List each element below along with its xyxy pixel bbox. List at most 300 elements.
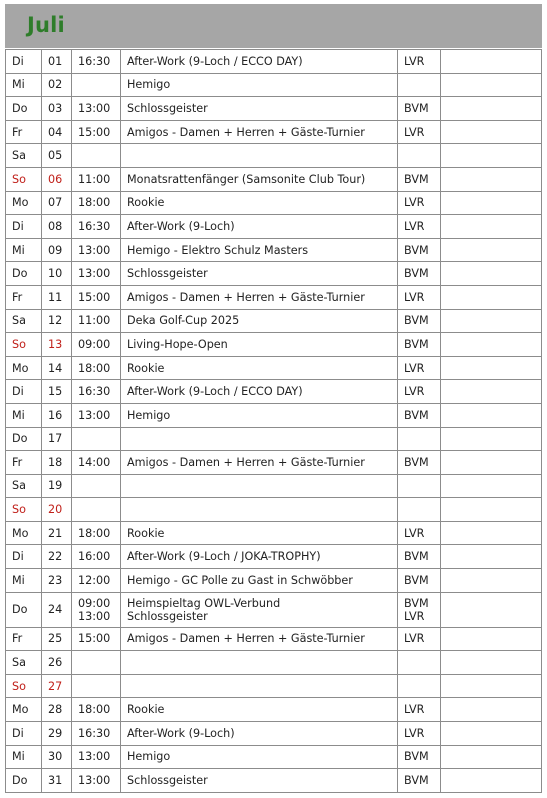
location-cell: [398, 745, 441, 769]
weekday-cell-text: So: [12, 679, 26, 693]
time-cell: [72, 167, 121, 191]
weekday-cell-text: So: [12, 172, 26, 186]
weekday-cell: [6, 144, 42, 168]
time-cell: [72, 403, 121, 427]
calendar-row: [6, 380, 542, 404]
event-cell-text: Amigos - Damen + Herren + Gäste-Turnier: [127, 290, 365, 304]
calendar-row: [6, 50, 542, 74]
time-cell: [72, 592, 121, 627]
event-cell: [121, 380, 398, 404]
location-cell: [398, 545, 441, 569]
time-cell-text: 16:00: [78, 550, 111, 564]
event-cell-text: Schlossgeister: [127, 774, 208, 788]
event-cell: [121, 120, 398, 144]
date-cell-text: 13: [48, 337, 63, 351]
weekday-cell-text: Sa: [12, 314, 26, 328]
notes-cell: [441, 569, 542, 593]
date-cell: [42, 97, 72, 121]
location-cell-text: BVM: [404, 774, 429, 788]
time-cell-text: 14:00: [78, 455, 111, 469]
weekday-cell: [6, 769, 42, 793]
weekday-cell: [6, 97, 42, 121]
weekday-cell: [6, 545, 42, 569]
time-cell: [72, 262, 121, 286]
date-cell-text: 03: [48, 101, 63, 115]
weekday-cell-text: Di: [12, 385, 24, 399]
date-cell-text: 16: [48, 408, 63, 422]
event-cell-text: After-Work (9-Loch): [127, 219, 235, 233]
time-cell: [72, 50, 121, 74]
time-cell-text: 18:00: [78, 196, 111, 210]
time-cell: [72, 97, 121, 121]
location-cell: [398, 722, 441, 746]
weekday-cell: [6, 427, 42, 451]
location-cell-text: LVR: [404, 385, 425, 399]
time-cell-text: 18:00: [78, 361, 111, 375]
calendar-row: [6, 674, 542, 698]
calendar-row: [6, 722, 542, 746]
calendar-row: [6, 167, 542, 191]
date-cell-text: 11: [48, 290, 63, 304]
date-cell-text: 08: [48, 219, 63, 233]
location-cell: [398, 698, 441, 722]
time-cell-text: 18:00: [78, 526, 111, 540]
date-cell-text: 17: [48, 432, 63, 446]
weekday-cell-text: Fr: [12, 290, 23, 304]
date-cell: [42, 498, 72, 522]
notes-cell: [441, 651, 542, 675]
time-cell-text: 13:00: [78, 609, 111, 623]
notes-cell: [441, 144, 542, 168]
date-cell: [42, 285, 72, 309]
location-cell-text: LVR: [404, 54, 425, 68]
date-cell: [42, 50, 72, 74]
calendar-row: [6, 498, 542, 522]
event-cell: [121, 50, 398, 74]
weekday-cell-text: Di: [12, 550, 24, 564]
time-cell: [72, 144, 121, 168]
weekday-cell-text: Do: [12, 774, 28, 788]
location-cell-text: BVM: [404, 596, 429, 610]
notes-cell: [441, 745, 542, 769]
location-cell: [398, 569, 441, 593]
time-cell: [72, 769, 121, 793]
event-cell: [121, 238, 398, 262]
time-cell: [72, 569, 121, 593]
weekday-cell: [6, 627, 42, 651]
date-cell: [42, 427, 72, 451]
event-cell: [121, 745, 398, 769]
weekday-cell-text: Mi: [12, 573, 25, 587]
location-cell: [398, 403, 441, 427]
weekday-cell-text: Mi: [12, 750, 25, 764]
notes-cell: [441, 545, 542, 569]
calendar-row: [6, 627, 542, 651]
date-cell: [42, 403, 72, 427]
time-cell-text: 15:00: [78, 290, 111, 304]
location-cell: [398, 627, 441, 651]
weekday-cell-text: Do: [12, 267, 28, 281]
notes-cell: [441, 674, 542, 698]
time-cell: [72, 745, 121, 769]
notes-cell: [441, 262, 542, 286]
weekday-cell-text: Mi: [12, 408, 25, 422]
event-cell-text: Heimspieltag OWL-Verbund: [127, 596, 281, 610]
date-cell: [42, 380, 72, 404]
time-cell-text: 18:00: [78, 703, 111, 717]
event-cell-text: Amigos - Damen + Herren + Gäste-Turnier: [127, 455, 365, 469]
event-cell: [121, 722, 398, 746]
event-cell-text: Schlossgeister: [127, 267, 208, 281]
location-cell-text: BVM: [404, 550, 429, 564]
date-cell-text: 04: [48, 125, 63, 139]
date-cell: [42, 722, 72, 746]
event-cell: [121, 627, 398, 651]
location-cell: [398, 144, 441, 168]
time-cell-text: 15:00: [78, 632, 111, 646]
event-cell-text: Hemigo - GC Polle zu Gast in Schwöbber: [127, 573, 353, 587]
time-cell-text: 09:00: [78, 337, 111, 351]
notes-cell: [441, 380, 542, 404]
weekday-cell-text: Sa: [12, 479, 26, 493]
notes-cell: [441, 498, 542, 522]
event-cell-text: Rookie: [127, 703, 165, 717]
time-cell: [72, 722, 121, 746]
notes-cell: [441, 167, 542, 191]
location-cell-text: LVR: [404, 219, 425, 233]
date-cell: [42, 651, 72, 675]
location-cell: [398, 120, 441, 144]
location-cell: [398, 521, 441, 545]
calendar-row: [6, 285, 542, 309]
calendar-row: [6, 97, 542, 121]
weekday-cell-text: Fr: [12, 455, 23, 469]
date-cell: [42, 191, 72, 215]
weekday-cell: [6, 50, 42, 74]
time-cell: [72, 73, 121, 97]
date-cell-text: 06: [48, 172, 63, 186]
weekday-cell-text: So: [12, 503, 26, 517]
location-cell: [398, 167, 441, 191]
event-cell-text: After-Work (9-Loch / ECCO DAY): [127, 385, 303, 399]
time-cell: [72, 674, 121, 698]
weekday-cell: [6, 674, 42, 698]
weekday-cell: [6, 333, 42, 357]
notes-cell: [441, 333, 542, 357]
event-cell-text: After-Work (9-Loch / ECCO DAY): [127, 54, 303, 68]
event-cell-text: Hemigo: [127, 78, 171, 92]
location-cell-text: LVR: [404, 726, 425, 740]
date-cell-text: 29: [48, 726, 63, 740]
date-cell: [42, 627, 72, 651]
date-cell-text: 07: [48, 196, 63, 210]
time-cell-text: 13:00: [78, 750, 111, 764]
location-cell-text: BVM: [404, 243, 429, 257]
calendar-row: [6, 73, 542, 97]
event-cell: [121, 769, 398, 793]
weekday-cell: [6, 698, 42, 722]
event-cell: [121, 356, 398, 380]
event-cell-text: Schlossgeister: [127, 609, 208, 623]
calendar-row: [6, 651, 542, 675]
notes-cell: [441, 215, 542, 239]
event-cell: [121, 309, 398, 333]
date-cell-text: 23: [48, 573, 63, 587]
notes-cell: [441, 309, 542, 333]
calendar-row: [6, 333, 542, 357]
time-cell-text: 13:00: [78, 408, 111, 422]
event-calendar-table: [5, 49, 542, 793]
weekday-cell: [6, 722, 42, 746]
event-cell: [121, 97, 398, 121]
notes-cell: [441, 238, 542, 262]
event-cell-text: Living-Hope-Open: [127, 337, 228, 351]
weekday-cell-text: Mi: [12, 78, 25, 92]
weekday-cell-text: Di: [12, 219, 24, 233]
month-title: Juli: [27, 13, 65, 37]
notes-cell: [441, 698, 542, 722]
location-cell-text: BVM: [404, 101, 429, 115]
time-cell: [72, 698, 121, 722]
date-cell-text: 09: [48, 243, 63, 257]
month-header: [5, 4, 542, 48]
location-cell: [398, 285, 441, 309]
location-cell: [398, 309, 441, 333]
date-cell-text: 19: [48, 479, 63, 493]
weekday-cell-text: So: [12, 337, 26, 351]
date-cell-text: 15: [48, 385, 63, 399]
date-cell-text: 28: [48, 703, 63, 717]
calendar-row: [6, 474, 542, 498]
calendar-row: [6, 144, 542, 168]
location-cell-text: BVM: [404, 573, 429, 587]
location-cell: [398, 451, 441, 475]
date-cell: [42, 474, 72, 498]
weekday-cell: [6, 380, 42, 404]
time-cell-text: 11:00: [78, 314, 111, 328]
date-cell: [42, 674, 72, 698]
date-cell-text: 27: [48, 679, 63, 693]
event-cell-text: Monatsrattenfänger (Samsonite Club Tour): [127, 172, 366, 186]
date-cell: [42, 745, 72, 769]
calendar-row: [6, 403, 542, 427]
date-cell: [42, 451, 72, 475]
location-cell-text: LVR: [404, 361, 425, 375]
time-cell-text: 13:00: [78, 101, 111, 115]
location-cell: [398, 191, 441, 215]
date-cell: [42, 569, 72, 593]
location-cell-text: LVR: [404, 125, 425, 139]
calendar-row: [6, 215, 542, 239]
location-cell-text: BVM: [404, 172, 429, 186]
notes-cell: [441, 451, 542, 475]
calendar-row: [6, 191, 542, 215]
event-cell-text: Schlossgeister: [127, 101, 208, 115]
date-cell-text: 14: [48, 361, 63, 375]
weekday-cell-text: Mo: [12, 361, 29, 375]
event-cell-text: Amigos - Damen + Herren + Gäste-Turnier: [127, 125, 365, 139]
time-cell: [72, 285, 121, 309]
event-cell: [121, 521, 398, 545]
date-cell-text: 12: [48, 314, 63, 328]
time-cell-text: 13:00: [78, 774, 111, 788]
event-cell: [121, 73, 398, 97]
event-cell: [121, 474, 398, 498]
location-cell-text: LVR: [404, 526, 425, 540]
weekday-cell: [6, 651, 42, 675]
weekday-cell: [6, 73, 42, 97]
event-cell-text: Hemigo: [127, 408, 171, 422]
date-cell: [42, 592, 72, 627]
weekday-cell: [6, 592, 42, 627]
weekday-cell: [6, 745, 42, 769]
date-cell: [42, 120, 72, 144]
notes-cell: [441, 120, 542, 144]
event-cell-text: Rookie: [127, 361, 165, 375]
event-cell-text: Rookie: [127, 526, 165, 540]
date-cell: [42, 698, 72, 722]
calendar-row: [6, 238, 542, 262]
date-cell: [42, 309, 72, 333]
event-cell-text: After-Work (9-Loch / JOKA-TROPHY): [127, 550, 321, 564]
event-cell-text: Hemigo: [127, 750, 171, 764]
date-cell: [42, 238, 72, 262]
calendar-row: [6, 521, 542, 545]
event-cell-text: After-Work (9-Loch): [127, 726, 235, 740]
time-cell: [72, 380, 121, 404]
location-cell-text: BVM: [404, 267, 429, 281]
event-cell: [121, 285, 398, 309]
time-cell-text: 13:00: [78, 267, 111, 281]
event-cell: [121, 403, 398, 427]
weekday-cell-text: Do: [12, 101, 28, 115]
location-cell-text: BVM: [404, 750, 429, 764]
time-cell: [72, 651, 121, 675]
date-cell-text: 01: [48, 54, 63, 68]
location-cell: [398, 97, 441, 121]
notes-cell: [441, 403, 542, 427]
calendar-row: [6, 427, 542, 451]
weekday-cell-text: Di: [12, 726, 24, 740]
event-cell: [121, 651, 398, 675]
location-cell: [398, 215, 441, 239]
time-cell-text: 15:00: [78, 125, 111, 139]
date-cell: [42, 356, 72, 380]
calendar-row: [6, 592, 542, 627]
calendar-row: [6, 545, 542, 569]
location-cell: [398, 651, 441, 675]
time-cell: [72, 333, 121, 357]
weekday-cell: [6, 191, 42, 215]
event-cell: [121, 333, 398, 357]
weekday-cell-text: Mo: [12, 526, 29, 540]
event-cell: [121, 451, 398, 475]
weekday-cell-text: Do: [12, 603, 28, 617]
weekday-cell-text: Sa: [12, 656, 26, 670]
notes-cell: [441, 474, 542, 498]
weekday-cell-text: Mo: [12, 703, 29, 717]
time-cell: [72, 498, 121, 522]
calendar-row: [6, 569, 542, 593]
weekday-cell: [6, 474, 42, 498]
time-cell-text: 12:00: [78, 573, 111, 587]
weekday-cell-text: Do: [12, 432, 28, 446]
date-cell-text: 26: [48, 656, 63, 670]
weekday-cell-text: Mo: [12, 196, 29, 210]
location-cell-text: BVM: [404, 337, 429, 351]
time-cell-text: 09:00: [78, 596, 111, 610]
calendar-row: [6, 769, 542, 793]
event-cell: [121, 167, 398, 191]
location-cell: [398, 50, 441, 74]
weekday-cell: [6, 120, 42, 144]
calendar-row: [6, 120, 542, 144]
notes-cell: [441, 191, 542, 215]
location-cell-text: LVR: [404, 609, 425, 623]
time-cell: [72, 120, 121, 144]
location-cell: [398, 769, 441, 793]
weekday-cell: [6, 403, 42, 427]
calendar-row: [6, 262, 542, 286]
weekday-cell: [6, 356, 42, 380]
notes-cell: [441, 427, 542, 451]
calendar-row: [6, 698, 542, 722]
date-cell: [42, 215, 72, 239]
location-cell-text: LVR: [404, 703, 425, 717]
time-cell: [72, 309, 121, 333]
time-cell: [72, 521, 121, 545]
date-cell: [42, 167, 72, 191]
date-cell-text: 25: [48, 632, 63, 646]
time-cell: [72, 451, 121, 475]
date-cell-text: 10: [48, 267, 63, 281]
event-cell: [121, 674, 398, 698]
location-cell-text: BVM: [404, 314, 429, 328]
time-cell-text: 16:30: [78, 219, 111, 233]
date-cell: [42, 144, 72, 168]
location-cell: [398, 427, 441, 451]
date-cell-text: 22: [48, 550, 63, 564]
calendar-row: [6, 356, 542, 380]
date-cell: [42, 769, 72, 793]
time-cell: [72, 627, 121, 651]
calendar-body: [6, 50, 542, 793]
location-cell: [398, 73, 441, 97]
event-cell: [121, 698, 398, 722]
time-cell-text: 16:30: [78, 385, 111, 399]
time-cell: [72, 215, 121, 239]
notes-cell: [441, 356, 542, 380]
date-cell-text: 24: [48, 603, 63, 617]
notes-cell: [441, 73, 542, 97]
location-cell: [398, 474, 441, 498]
weekday-cell-text: Fr: [12, 125, 23, 139]
weekday-cell: [6, 569, 42, 593]
event-cell-text: Hemigo - Elektro Schulz Masters: [127, 243, 309, 257]
weekday-cell: [6, 309, 42, 333]
time-cell-text: 11:00: [78, 172, 111, 186]
weekday-cell-text: Di: [12, 54, 24, 68]
weekday-cell-text: Mi: [12, 243, 25, 257]
event-cell-text: Amigos - Damen + Herren + Gäste-Turnier: [127, 632, 365, 646]
notes-cell: [441, 769, 542, 793]
notes-cell: [441, 50, 542, 74]
time-cell: [72, 356, 121, 380]
weekday-cell: [6, 215, 42, 239]
date-cell-text: 05: [48, 149, 63, 163]
weekday-cell: [6, 498, 42, 522]
calendar-row: [6, 745, 542, 769]
